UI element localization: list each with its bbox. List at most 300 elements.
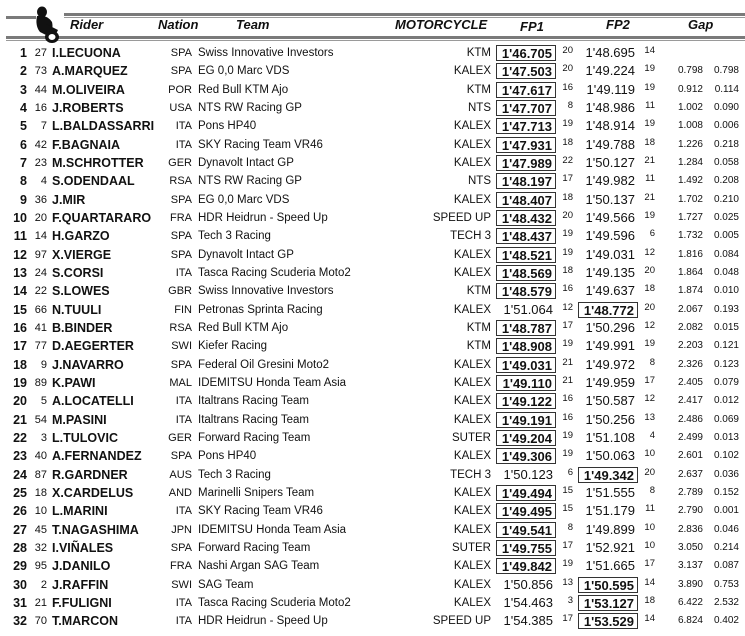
- position: 13: [13, 265, 27, 280]
- position: 18: [13, 357, 27, 372]
- gap-to-first: 2.203: [677, 340, 703, 352]
- table-row: [0, 44, 745, 62]
- table-row: [0, 337, 745, 355]
- fp1-lap: 21: [562, 374, 573, 386]
- motorcycle: SPEED UP: [432, 615, 491, 628]
- fp1-lap: 8: [567, 99, 573, 111]
- table-row: [0, 576, 745, 594]
- motorcycle: KTM: [466, 47, 491, 59]
- fp1-time: 1'48.437: [496, 228, 556, 244]
- position: 9: [20, 192, 27, 207]
- gap-to-first: 0.912: [677, 83, 703, 95]
- gap-to-previous: 0.012: [713, 395, 739, 407]
- position: 1: [20, 46, 27, 60]
- gap-to-first: 2.499: [677, 431, 703, 443]
- gap-to-first: 2.082: [677, 321, 703, 333]
- rider-name: F.FULIGNI: [52, 595, 112, 610]
- team: Italtrans Racing Team: [198, 395, 310, 408]
- rider-name: X.CARDELUS: [52, 485, 134, 500]
- rider-name: A.LOCATELLI: [52, 394, 134, 409]
- nation: SPA: [170, 450, 192, 463]
- fp2-time: 1'49.991: [585, 338, 635, 354]
- position: 4: [20, 100, 27, 115]
- team: Swiss Innovative Investors: [198, 285, 334, 298]
- rider-name: M.SCHROTTER: [52, 155, 144, 170]
- position: 15: [13, 302, 27, 317]
- rider-name: L.MARINI: [52, 504, 108, 519]
- team: Tasca Racing Scuderia Moto2: [198, 266, 351, 279]
- rider-name: S.LOWES: [52, 284, 110, 299]
- rider-name: I.VIÑALES: [52, 540, 114, 555]
- gap-to-previous: 0.402: [713, 615, 739, 627]
- table-row: [0, 282, 745, 300]
- team: Red Bull KTM Ajo: [198, 321, 289, 334]
- rider-name: J.RAFFIN: [52, 577, 109, 592]
- fp1-lap: 8: [567, 521, 573, 533]
- position: 32: [13, 614, 27, 629]
- rider-name: L.BALDASSARRI: [52, 119, 155, 134]
- fp1-time: 1'51.064: [503, 301, 553, 317]
- fp1-lap: 17: [562, 173, 573, 185]
- rider-number: 23: [34, 156, 47, 169]
- gap-to-previous: 0.058: [713, 156, 739, 168]
- fp2-lap: 4: [649, 429, 655, 441]
- gap-to-first: 1.008: [677, 120, 703, 132]
- fp1-lap: 16: [562, 283, 573, 295]
- nation: ITA: [175, 505, 192, 518]
- fp1-lap: 19: [562, 246, 573, 258]
- fp1-lap: 20: [562, 45, 573, 56]
- motorcycle: KALEX: [453, 523, 491, 536]
- fp2-time: 1'49.135: [585, 264, 635, 280]
- rider-number: 70: [34, 615, 47, 628]
- fp2-time: 1'49.031: [585, 246, 635, 262]
- rider-name: I.LECUONA: [52, 46, 121, 60]
- nation: GBR: [168, 285, 192, 298]
- table-row: [0, 264, 745, 282]
- fp1-lap: 19: [562, 228, 573, 240]
- gap-to-first: 1.874: [677, 285, 703, 297]
- motorcycle: KALEX: [453, 248, 491, 261]
- gap-to-first: 1.816: [677, 248, 703, 260]
- table-header: [0, 0, 745, 44]
- rider-name: F.QUARTARARO: [52, 210, 152, 225]
- rider-number: 73: [34, 65, 47, 78]
- fp2-lap: 13: [644, 411, 655, 423]
- fp1-lap: 17: [562, 319, 573, 331]
- fp1-time: 1'47.931: [496, 137, 556, 153]
- fp1-time: 1'49.031: [496, 357, 556, 373]
- fp2-time: 1'50.595: [578, 577, 638, 593]
- nation: GER: [168, 156, 192, 169]
- nation: ITA: [175, 120, 192, 133]
- fp2-lap: 10: [644, 539, 655, 551]
- nation: POR: [168, 83, 192, 96]
- nation: RSA: [169, 321, 192, 334]
- gap-to-previous: 0.048: [713, 266, 739, 278]
- fp1-lap: 15: [562, 484, 573, 496]
- fp1-time: 1'54.385: [503, 613, 553, 629]
- fp2-lap: 17: [644, 558, 655, 570]
- fp2-lap: 18: [644, 283, 655, 295]
- position: 7: [20, 155, 27, 170]
- gap-to-first: 1.732: [677, 230, 703, 242]
- rider-number: 41: [34, 321, 47, 334]
- motorcycle: KALEX: [453, 560, 491, 573]
- motorcycle: NTS: [468, 175, 491, 188]
- team: EG 0,0 Marc VDS: [198, 65, 290, 78]
- motorcycle: KALEX: [453, 266, 491, 279]
- motorcycle: KALEX: [453, 376, 491, 389]
- rider-number: 77: [34, 340, 47, 353]
- nation: AUS: [169, 468, 192, 481]
- fp2-time: 1'50.296: [585, 319, 635, 335]
- gap-to-previous: 0.046: [713, 523, 739, 535]
- gap-to-first: 2.067: [677, 303, 703, 315]
- rider-name: H.GARZO: [52, 229, 110, 244]
- column-header-team: Team: [236, 17, 270, 32]
- fp1-time: 1'48.787: [496, 320, 556, 336]
- table-row: [0, 356, 745, 374]
- fp2-time: 1'51.555: [585, 484, 635, 500]
- fp1-lap: 13: [562, 576, 573, 588]
- team: Forward Racing Team: [198, 431, 311, 444]
- fp1-time: 1'50.123: [503, 466, 553, 482]
- nation: SPA: [170, 248, 192, 261]
- fp1-time: 1'48.407: [496, 192, 556, 208]
- gap-to-first: 2.326: [677, 358, 703, 370]
- fp1-lap: 17: [562, 539, 573, 551]
- fp2-lap: 14: [644, 613, 655, 625]
- position: 28: [13, 540, 27, 555]
- gap-to-previous: 0.006: [713, 120, 739, 132]
- fp2-lap: 19: [644, 338, 655, 350]
- gap-to-first: 1.727: [677, 211, 703, 223]
- header-rule-top-right: [64, 13, 745, 16]
- fp2-lap: 10: [644, 521, 655, 533]
- rider-number: 45: [34, 523, 47, 536]
- gap-to-first: 1.002: [677, 101, 703, 113]
- fp2-lap: 21: [644, 191, 655, 203]
- fp1-lap: 20: [562, 209, 573, 221]
- fp1-lap: 3: [567, 594, 573, 606]
- table-row: [0, 539, 745, 557]
- fp2-lap: 18: [644, 136, 655, 148]
- rider-name: S.CORSI: [52, 265, 104, 280]
- team: EG 0,0 Marc VDS: [198, 193, 290, 206]
- rider-name: J.MIR: [52, 192, 86, 207]
- nation: USA: [169, 101, 192, 114]
- fp1-lap: 18: [562, 264, 573, 276]
- rider-number: 10: [34, 505, 47, 518]
- fp1-lap: 16: [562, 411, 573, 423]
- rider-number: 27: [34, 47, 47, 59]
- position: 3: [20, 82, 27, 97]
- fp2-time: 1'49.637: [585, 283, 635, 299]
- fp2-time: 1'48.772: [578, 302, 638, 318]
- table-row: [0, 484, 745, 502]
- gap-to-previous: 0.121: [713, 340, 739, 352]
- rider-name: T.MARCON: [52, 614, 118, 629]
- table-row: [0, 62, 745, 80]
- gap-to-first: 2.417: [677, 395, 703, 407]
- rider-name: K.PAWI: [52, 375, 96, 390]
- nation: ITA: [175, 138, 192, 151]
- motorcycle: KALEX: [453, 303, 491, 316]
- fp1-time: 1'49.204: [496, 430, 556, 446]
- nation: JPN: [171, 523, 192, 536]
- motorcycle: KALEX: [453, 395, 491, 408]
- gap-to-previous: 0.084: [713, 248, 739, 260]
- fp1-lap: 19: [562, 558, 573, 570]
- table-row: [0, 319, 745, 337]
- team: Tech 3 Racing: [198, 468, 271, 481]
- fp2-time: 1'49.899: [585, 521, 635, 537]
- rider-number: 95: [34, 560, 47, 573]
- rider-name: M.OLIVEIRA: [52, 82, 125, 97]
- team: Kiefer Racing: [198, 340, 268, 353]
- nation: SPA: [170, 541, 192, 554]
- team: Dynavolt Intact GP: [198, 156, 294, 169]
- nation: SPA: [170, 358, 192, 371]
- motorcycle-rider-icon: [34, 6, 64, 44]
- position: 27: [13, 522, 27, 537]
- rider-name: J.ROBERTS: [52, 100, 124, 115]
- team: NTS RW Racing GP: [198, 101, 302, 114]
- rider-number: 42: [34, 138, 47, 151]
- gap-to-first: 2.405: [677, 376, 703, 388]
- motorcycle: KALEX: [453, 505, 491, 518]
- rider-number: 66: [34, 303, 47, 316]
- position: 26: [13, 504, 27, 519]
- fp1-lap: 12: [562, 301, 573, 313]
- fp2-time: 1'50.127: [585, 154, 635, 170]
- gap-to-first: 6.422: [677, 596, 703, 608]
- fp2-lap: 19: [644, 81, 655, 93]
- gap-to-previous: 0.152: [713, 486, 739, 498]
- nation: ITA: [175, 413, 192, 426]
- fp2-lap: 11: [645, 99, 655, 111]
- fp1-time: 1'48.569: [496, 265, 556, 281]
- gap-to-previous: 0.102: [713, 450, 739, 462]
- fp1-lap: 16: [562, 393, 573, 405]
- table-row: [0, 521, 745, 539]
- gap-to-previous: 0.025: [713, 211, 739, 223]
- fp1-time: 1'49.122: [496, 393, 556, 409]
- table-row: [0, 557, 745, 575]
- table-row: [0, 227, 745, 245]
- table-row: [0, 411, 745, 429]
- rider-name: M.PASINI: [52, 412, 107, 427]
- fp2-lap: 10: [644, 448, 655, 460]
- position: 8: [20, 174, 27, 189]
- rider-number: 32: [34, 541, 47, 554]
- rider-number: 9: [40, 358, 47, 371]
- gap-to-first: 0.798: [677, 65, 703, 77]
- header-rule-bottom-thin: [6, 40, 745, 41]
- fp2-lap: 19: [644, 63, 655, 75]
- fp2-lap: 19: [644, 118, 655, 130]
- rider-number: 24: [34, 266, 47, 279]
- fp1-lap: 21: [562, 356, 573, 368]
- team: Dynavolt Intact GP: [198, 248, 294, 261]
- table-row: [0, 246, 745, 264]
- position: 20: [13, 394, 27, 409]
- header-rule-top: [6, 16, 36, 19]
- table-row: [0, 594, 745, 612]
- fp1-time: 1'48.432: [496, 210, 556, 226]
- rider-number: 22: [34, 285, 47, 298]
- rider-number: 4: [40, 175, 47, 188]
- fp1-time: 1'48.579: [496, 283, 556, 299]
- table-row: [0, 612, 745, 630]
- position: 31: [13, 595, 27, 610]
- rider-number: 5: [40, 395, 47, 408]
- team: Pons HP40: [198, 120, 257, 133]
- fp2-time: 1'49.596: [585, 228, 635, 244]
- fp1-time: 1'49.191: [496, 412, 556, 428]
- fp1-lap: 22: [562, 154, 573, 166]
- gap-to-previous: 0.193: [713, 303, 739, 315]
- gap-to-first: 6.824: [677, 615, 703, 627]
- table-row: [0, 154, 745, 172]
- rider-number: 97: [34, 248, 47, 261]
- rider-name: J.DANILO: [52, 559, 111, 574]
- fp1-time: 1'49.495: [496, 503, 556, 519]
- motorcycle: SUTER: [452, 431, 491, 444]
- fp2-time: 1'49.342: [578, 467, 638, 483]
- motorcycle: KALEX: [453, 193, 491, 206]
- gap-to-previous: 0.114: [714, 83, 739, 95]
- team: Petronas Sprinta Racing: [198, 303, 323, 316]
- motorcycle: KALEX: [453, 65, 491, 78]
- gap-to-first: 2.486: [677, 413, 703, 425]
- team: HDR Heidrun - Speed Up: [198, 615, 328, 628]
- gap-to-first: 3.137: [677, 560, 703, 572]
- rider-number: 2: [40, 578, 47, 591]
- nation: FRA: [170, 211, 192, 224]
- gap-to-first: 1.492: [677, 175, 703, 187]
- table-row: [0, 447, 745, 465]
- fp2-lap: 12: [644, 393, 655, 405]
- rider-number: 7: [40, 120, 47, 133]
- motorcycle: KALEX: [453, 578, 491, 591]
- fp2-time: 1'52.921: [585, 539, 635, 555]
- fp2-time: 1'49.959: [585, 374, 635, 390]
- fp2-time: 1'53.127: [578, 595, 638, 611]
- position: 12: [13, 247, 27, 262]
- column-header-fp1: FP1: [520, 19, 544, 34]
- table-row: [0, 172, 745, 190]
- team: Tasca Racing Scuderia Moto2: [198, 596, 351, 609]
- gap-to-previous: 0.208: [713, 175, 739, 187]
- motorcycle: KTM: [466, 285, 491, 298]
- fp2-time: 1'49.119: [586, 81, 635, 97]
- gap-to-first: 2.637: [677, 468, 703, 480]
- fp2-lap: 17: [644, 374, 655, 386]
- rider-number: 21: [34, 596, 47, 609]
- gap-to-first: 1.864: [677, 266, 703, 278]
- fp1-time: 1'46.705: [496, 45, 556, 61]
- position: 19: [13, 375, 27, 390]
- rider-name: B.BINDER: [52, 320, 113, 335]
- position: 30: [13, 577, 27, 592]
- table-row: [0, 502, 745, 520]
- nation: MAL: [169, 376, 192, 389]
- motorcycle: SPEED UP: [432, 211, 491, 224]
- gap-to-first: 2.836: [677, 523, 703, 535]
- gap-to-previous: 0.210: [713, 193, 739, 205]
- gap-to-previous: 0.090: [713, 101, 739, 113]
- gap-to-first: 3.890: [677, 578, 703, 590]
- table-row: [0, 191, 745, 209]
- gap-to-first: 3.050: [677, 541, 703, 553]
- fp2-time: 1'49.972: [585, 356, 635, 372]
- fp1-lap: 6: [567, 466, 573, 478]
- position: 21: [13, 412, 27, 427]
- nation: SWI: [171, 578, 192, 591]
- table-row: [0, 429, 745, 447]
- rider-number: 14: [34, 230, 47, 243]
- fp2-lap: 21: [644, 154, 655, 166]
- motorcycle: TECH 3: [450, 230, 491, 243]
- team: Italtrans Racing Team: [198, 413, 310, 426]
- column-header-gap: Gap: [688, 17, 714, 32]
- fp1-time: 1'49.541: [496, 522, 556, 538]
- fp1-lap: 20: [562, 63, 573, 75]
- fp2-time: 1'53.529: [578, 613, 638, 629]
- position: 23: [13, 449, 27, 464]
- team: Red Bull KTM Ajo: [198, 83, 289, 96]
- gap-to-previous: 0.005: [713, 230, 739, 242]
- gap-to-previous: 0.079: [713, 376, 739, 388]
- motorcycle: KTM: [466, 83, 491, 96]
- gap-to-previous: 0.214: [713, 541, 739, 553]
- gap-to-previous: 0.218: [713, 138, 739, 150]
- gap-to-previous: 0.015: [713, 321, 739, 333]
- position: 17: [13, 339, 27, 354]
- position: 24: [13, 467, 27, 482]
- position: 10: [13, 210, 27, 225]
- fp1-lap: 18: [562, 136, 573, 148]
- nation: ITA: [175, 266, 192, 279]
- gap-to-previous: 0.069: [713, 413, 739, 425]
- fp1-time: 1'48.908: [496, 338, 556, 354]
- team: Federal Oil Gresini Moto2: [198, 358, 330, 371]
- fp1-lap: 16: [562, 81, 573, 93]
- fp2-lap: 14: [644, 576, 655, 588]
- motorcycle: NTS: [468, 101, 491, 114]
- fp1-time: 1'49.306: [496, 448, 556, 464]
- fp1-time: 1'49.110: [496, 375, 556, 391]
- table-row: [0, 392, 745, 410]
- gap-to-first: 1.702: [677, 193, 703, 205]
- rider-name: L.TULOVIC: [52, 430, 118, 445]
- motorcycle: KALEX: [453, 138, 491, 151]
- motorcycle: KALEX: [453, 120, 491, 133]
- fp1-lap: 19: [562, 448, 573, 460]
- gap-to-first: 1.284: [677, 156, 703, 168]
- motorcycle: TECH 3: [450, 468, 491, 481]
- position: 5: [20, 119, 27, 134]
- rider-number: 87: [34, 468, 47, 481]
- table-row: [0, 466, 745, 484]
- fp2-lap: 8: [649, 484, 655, 496]
- position: 14: [13, 284, 27, 299]
- fp2-lap: 18: [644, 594, 655, 606]
- fp2-time: 1'51.108: [585, 429, 635, 445]
- table-row: [0, 99, 745, 117]
